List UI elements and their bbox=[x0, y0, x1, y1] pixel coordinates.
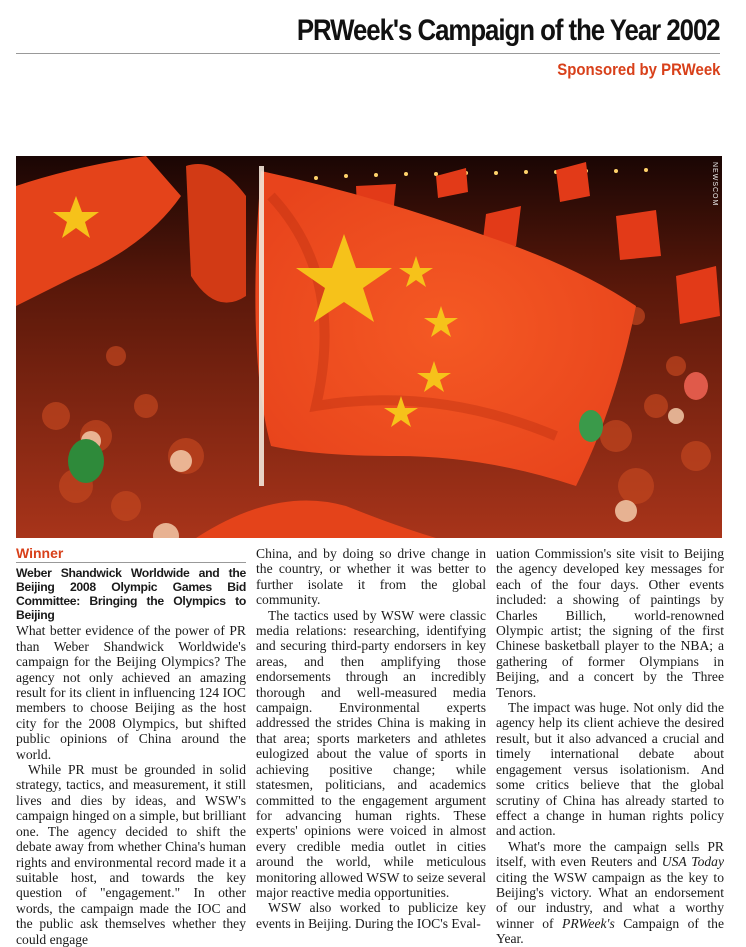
text-run: citing the WSW campaign as the key to Beijing's victory. What an endorsement of our industry, and what a worthy winner of bbox=[496, 869, 724, 931]
article-column-1 bbox=[16, 546, 246, 947]
photo-credit: NEWSCOM bbox=[711, 162, 718, 207]
sponsor-line: Sponsored by PRWeek bbox=[556, 60, 720, 79]
page-title: PRWeek's Campaign of the Year 2002 bbox=[297, 14, 720, 47]
section-label: Winner bbox=[16, 546, 246, 563]
header-rule bbox=[16, 53, 720, 54]
text-run: What's more the campaign sells PR itself, with even Reuters and bbox=[496, 838, 724, 870]
paragraph: What better evidence of the power of PR than Weber Shandwick Worldwide's campaign for the Beijing Olympics? The agency not only achieved an amazing result for its client in influencing 124 IOC members to choose Beijing as the host city for the 2008 Olympics, but shifted public opinions of China around the world. bbox=[16, 623, 246, 762]
crowd-with-flags-illustration bbox=[16, 156, 722, 538]
paragraph: While PR must be grounded in solid strategy, tactics, and measurement, it still lives and dies by ideas, and WSW's campaign hinged on a simple, but brilliant one. The agency decided to shift the debate away from whether China's human rights and environmental record made it a suitable host, and towards the key question of "engagement." In other words, the campaign made the IOC and the public ask themselves whether they could engage bbox=[16, 762, 246, 947]
publication-name: PRWeek's bbox=[562, 915, 615, 931]
text-run: Campaign of the Year. bbox=[496, 915, 724, 947]
paragraph: The impact was huge. Not only did the agency help its client achieve the desired result, but it also advanced a crucial and timely international debate about engagement versus isolationism. And some critics believe that the global scrutiny of China has already started to effect a change in human rights policy and action. bbox=[496, 700, 724, 839]
paragraph: uation Commission's site visit to Beijing the agency developed key messages for each of the four days. Other events included: a showing of paintings by Charles Billich, world-renowned Olympic artist; the signing of the first Chinese basketball player to the NBA; a gathering of former Olympians in Beijing, and a concert by the Three Tenors. bbox=[496, 546, 724, 700]
article-column-2 bbox=[256, 546, 486, 931]
winner-name: Weber Shandwick Worldwide and the Beijing 2008 Olympic Games Bid Committee: Bringing the Olympics to Beijing bbox=[16, 566, 246, 623]
campaign-photo bbox=[16, 156, 722, 538]
paragraph bbox=[496, 839, 724, 947]
publication-name: USA Today bbox=[661, 854, 724, 870]
paragraph: China, and by doing so drive change in the country, or whether it was better to further isolate it from the global community. bbox=[256, 546, 486, 608]
paragraph: The tactics used by WSW were classic media relations: researching, identifying and securing third-party endorsers in key areas, and then amplifying those endorsements through an incredibly thorough and well-measured media campaign. Environmental experts addressed the strides China is making in that area; sports marketers and athletes eulogized about the value of sports in achieving positive change; while statesmen, politicians, and academics committed to the engagement argument for advancing human rights. These experts' opinions were voiced in almost every credible media outlet in cities around the world, while meticulous monitoring allowed WSW to seize several major reactive media opportunities. bbox=[256, 607, 486, 900]
paragraph: WSW also worked to publicize key events in Beijing. During the IOC's Eval- bbox=[256, 900, 486, 931]
article-column-3 bbox=[496, 546, 724, 947]
